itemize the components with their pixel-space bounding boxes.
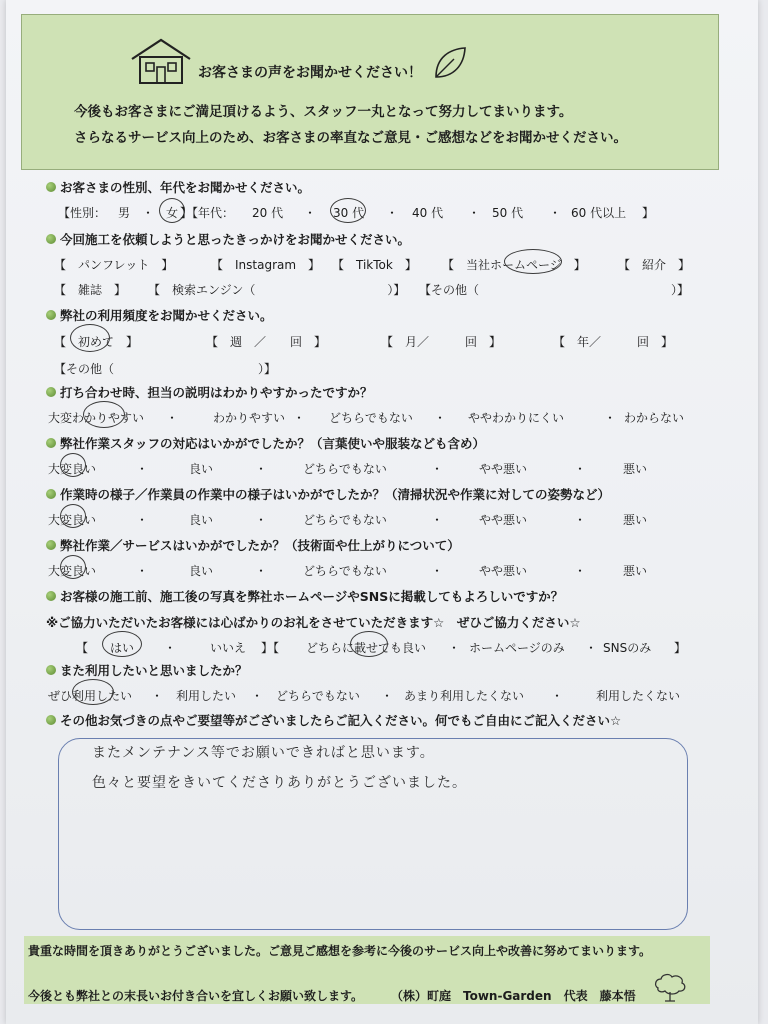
q7-sep: ・ (431, 564, 444, 578)
q8-bracket-close: 】 (674, 641, 687, 655)
question-8-text: お客様の施工前、施工後の写真を弊社ホームページやSNSに掲載してもよろしいですか？ (60, 589, 564, 604)
question-7-text: 弊社作業／サービスはいかがでしたか？（技術面や仕上がりについて） (60, 538, 460, 553)
q8-sep: ・ (585, 641, 598, 655)
bullet-icon (46, 310, 56, 320)
q6-sep: ・ (431, 513, 444, 527)
footer-line-2: 今後とも弊社との末長いお付き合いを宜しくお願い致します。 (28, 989, 364, 1003)
footer-line-1: 貴重な時間を頂きありがとうございました。ご意見ご感想を参考に今後のサービス向上や改善に努めてまいります。 (28, 944, 652, 958)
question-3-text: 弊社の利用頻度をお聞かせください。 (60, 308, 273, 323)
question-5 (46, 434, 485, 452)
q1-male[interactable]: 男 (118, 206, 131, 220)
q6-opt-neutral[interactable]: どちらでもない (303, 513, 387, 527)
q5-opt-bit-bad[interactable]: やや悪い (479, 462, 528, 476)
q1-sep: ・ (142, 206, 155, 220)
q6-opt-bad[interactable]: 悪い (623, 513, 648, 527)
question-7 (46, 536, 460, 554)
q3-opt-first[interactable]: 【 初めて 】 (54, 335, 139, 349)
q4-opt-very-clear[interactable]: 大変わかりやすい (48, 411, 145, 425)
q2-opt-tiktok[interactable]: 【 TikTok 】 (332, 258, 417, 272)
q1-age-30[interactable]: 30 代 (333, 206, 365, 220)
q5-sep: ・ (431, 462, 444, 476)
q1-sep: ・ (304, 206, 317, 220)
q7-opt-good[interactable]: 良い (189, 564, 214, 578)
q6-sep: ・ (255, 513, 268, 527)
q4-sep: ・ (293, 411, 306, 425)
q1-age-20[interactable]: 20 代 (252, 206, 284, 220)
q2-opt-search[interactable]: 【 検索エンジン（ ）】 (148, 283, 406, 297)
q9-sep: ・ (151, 689, 164, 703)
q9-sep: ・ (551, 689, 564, 703)
q8-note: ※ご協力いただいたお客様には心ばかりのお礼をさせていただきます☆ ぜひご協力ください☆ (46, 615, 581, 630)
q8-opt-homepage-only[interactable]: ホームページのみ (469, 641, 565, 655)
q8-opt-sns-only[interactable]: SNSのみ (603, 641, 652, 655)
bullet-icon (46, 387, 56, 397)
q1-sep: ・ (386, 206, 399, 220)
header-banner (21, 14, 719, 170)
survey-sheet (6, 0, 758, 1024)
question-3 (46, 306, 273, 324)
question-2-text: 今回施工を依頼しようと思ったきっかけをお聞かせください。 (60, 232, 411, 247)
q4-sep: ・ (604, 411, 617, 425)
q1-sep: ・ (468, 206, 481, 220)
q6-opt-good[interactable]: 良い (189, 513, 214, 527)
q8-opt-yes[interactable]: はい (110, 641, 135, 655)
q4-opt-clear[interactable]: わかりやすい (213, 411, 286, 425)
question-4-text: 打ち合わせ時、担当の説明はわかりやすかったですか？ (60, 385, 373, 400)
handwritten-comment-line-2: 色々と要望をきいてくださりありがとうございました。 (92, 775, 467, 791)
q1-age-40[interactable]: 40 代 (412, 206, 444, 220)
house-icon (130, 37, 192, 85)
header-title: お客さまの声をお聞かせください！ (198, 65, 422, 81)
q8-sep: ・ (448, 641, 461, 655)
question-5-text: 弊社作業スタッフの対応はいかがでしたか？（言葉使いや服装なども含め） (60, 436, 486, 451)
q6-sep: ・ (574, 513, 587, 527)
q5-opt-bad[interactable]: 悪い (623, 462, 648, 476)
footer-company: （株）町庭 Town-Garden 代表 藤本悟 (391, 989, 636, 1003)
question-9 (46, 661, 248, 679)
q9-opt-yes[interactable]: 利用したい (176, 689, 237, 703)
q7-opt-bad[interactable]: 悪い (623, 564, 648, 578)
q4-opt-unclear[interactable]: わからない (624, 411, 685, 425)
q1-age-60[interactable]: 60 代以上 (571, 206, 627, 220)
q5-opt-neutral[interactable]: どちらでもない (303, 462, 387, 476)
q6-sep: ・ (136, 513, 149, 527)
q8-opt-either[interactable]: どちらに載せても良い (306, 641, 427, 655)
q8-opt-no[interactable]: いいえ (210, 641, 247, 655)
q9-sep: ・ (251, 689, 264, 703)
header-line-2: さらなるサービス向上のため、お客さまの率直なご意見・ご感想などをお聞かせください。 (74, 130, 627, 146)
q8-sep: ・ (164, 641, 177, 655)
q1-close: 】 (642, 206, 655, 220)
q7-sep: ・ (574, 564, 587, 578)
q9-opt-definitely[interactable]: ぜひ利用したい (48, 689, 133, 703)
handwritten-comment-line-1: またメンテナンス等でお願いできればと思います。 (92, 745, 435, 761)
question-2 (46, 230, 410, 248)
tree-icon (652, 972, 688, 1002)
q5-sep: ・ (136, 462, 149, 476)
q9-opt-no[interactable]: 利用したくない (596, 689, 681, 703)
q2-opt-homepage[interactable]: 【 当社ホームページ 】 (442, 258, 586, 272)
bullet-icon (46, 438, 56, 448)
question-6-text: 作業時の様子／作業員の作業中の様子はいかがでしたか？（清掃状況や作業に対しての姿勢など） (60, 487, 611, 502)
bullet-icon (46, 182, 56, 192)
q5-sep: ・ (574, 462, 587, 476)
q4-sep: ・ (434, 411, 447, 425)
q7-sep: ・ (136, 564, 149, 578)
q8-bracket-open: 【 (76, 641, 89, 655)
bullet-icon (46, 715, 56, 725)
bullet-icon (46, 591, 56, 601)
q7-opt-very-good[interactable]: 大変良い (48, 564, 97, 578)
bullet-icon (46, 540, 56, 550)
q4-opt-neutral[interactable]: どちらでもない (329, 411, 413, 425)
q5-sep: ・ (255, 462, 268, 476)
question-9-text: また利用したいと思いましたか？ (60, 663, 248, 678)
question-1-text: お客さまの性別、年代をお聞かせください。 (60, 180, 311, 195)
q2-opt-magazine[interactable]: 【 雑誌 】 (54, 283, 127, 297)
question-6 (46, 485, 610, 503)
q6-opt-bit-bad[interactable]: やや悪い (479, 513, 528, 527)
q3-opt-month[interactable]: 【 月／ 回 】 (381, 335, 502, 349)
q1-sep: ・ (549, 206, 562, 220)
bullet-icon (46, 489, 56, 499)
q7-opt-bit-bad[interactable]: やや悪い (479, 564, 528, 578)
q4-sep: ・ (166, 411, 179, 425)
q8-bracket: 】【 (261, 641, 280, 655)
q9-opt-neutral[interactable]: どちらでもない (276, 689, 360, 703)
q9-opt-not-really[interactable]: あまり利用したくない (404, 689, 525, 703)
q3-opt-other[interactable]: 【その他（ ）】 (54, 362, 277, 376)
q2-opt-pamphlet[interactable]: 【 パンフレット 】 (54, 258, 174, 272)
q1-age-label: 】【年代： (180, 206, 235, 220)
bullet-icon (46, 234, 56, 244)
q5-opt-very-good[interactable]: 大変良い (48, 462, 97, 476)
q1-gender-label: 【性別： (58, 206, 107, 220)
q2-opt-referral[interactable]: 【 紹介 】 (618, 258, 691, 272)
header-line-1: 今後もお客さまにご満足頂けるよう、スタッフ一丸となって努力してまいります。 (74, 104, 573, 120)
q1-age-50[interactable]: 50 代 (492, 206, 524, 220)
q6-opt-very-good[interactable]: 大変良い (48, 513, 97, 527)
comment-box[interactable] (58, 738, 688, 930)
q3-opt-year[interactable]: 【 年／ 回 】 (553, 335, 674, 349)
question-8 (46, 587, 563, 605)
question-10-text: その他お気づきの点やご要望等がございましたらご記入ください。何でもご自由にご記入ください☆ (60, 713, 622, 728)
leaf-icon (432, 45, 468, 81)
q5-opt-good[interactable]: 良い (189, 462, 214, 476)
question-4 (46, 383, 373, 401)
q3-opt-week[interactable]: 【 週 ／ 回 】 (206, 335, 327, 349)
q1-female[interactable]: 女 (166, 206, 179, 220)
q2-opt-other[interactable]: 【その他（ ）】 (419, 283, 690, 297)
q2-opt-instagram[interactable]: 【 Instagram 】 (211, 258, 321, 272)
q4-opt-bit-unclear[interactable]: ややわかりにくい (468, 411, 565, 425)
question-1 (46, 178, 310, 196)
q9-sep: ・ (381, 689, 394, 703)
bullet-icon (46, 665, 56, 675)
q7-opt-neutral[interactable]: どちらでもない (303, 564, 387, 578)
q7-sep: ・ (255, 564, 268, 578)
question-10 (46, 711, 621, 729)
